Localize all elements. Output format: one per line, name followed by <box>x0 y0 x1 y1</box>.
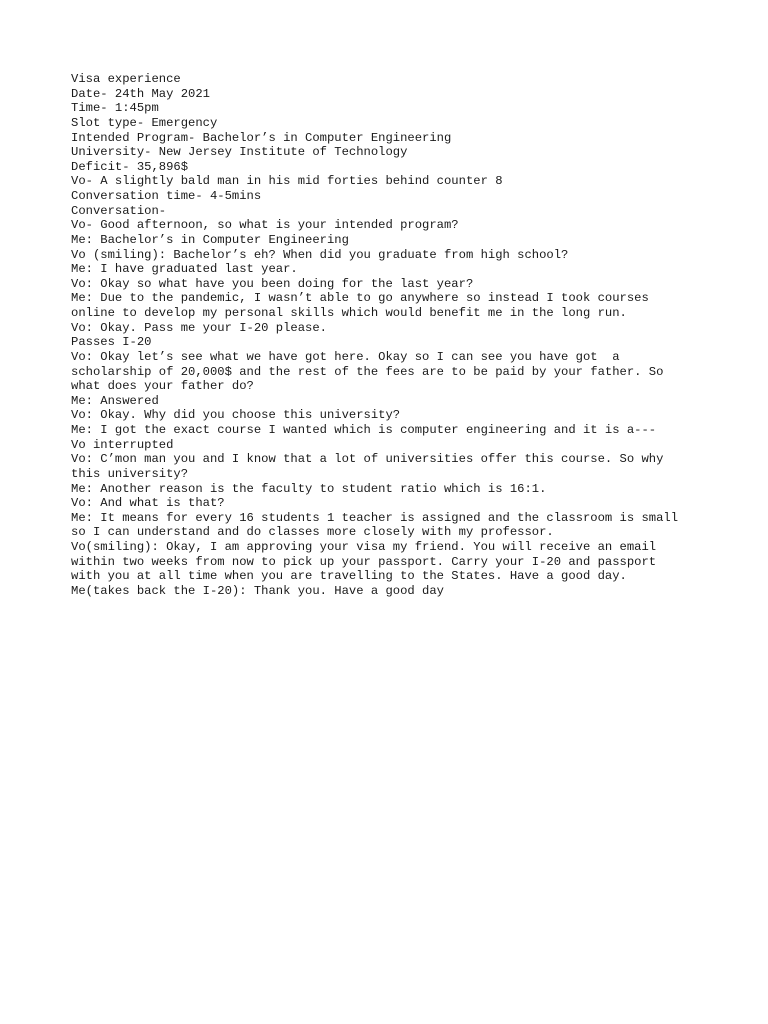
dialogue-line: Me(takes back the I-20): Thank you. Have a good day <box>71 583 444 598</box>
dialogue-line: Me: Another reason is the faculty to student ratio which is 16:1. <box>71 481 547 496</box>
dialogue-line: Vo: Okay so what have you been doing for the last year? <box>71 276 474 291</box>
dialogue-line: Vo: Okay. Pass me your I-20 please. <box>71 320 327 335</box>
dialogue-line: Me: Bachelor’s in Computer Engineering <box>71 232 349 247</box>
doc-time: Time- 1:45pm <box>71 101 159 116</box>
dialogue-line: Vo: Okay. Why did you choose this university? <box>71 408 401 423</box>
dialogue-line: this university? <box>71 466 189 481</box>
dialogue-line: Me: It means for every 16 students 1 teacher is assigned and the classroom is small <box>71 510 679 525</box>
dialogue-line: Vo interrupted <box>71 437 174 452</box>
doc-conversation-time: Conversation time- 4-5mins <box>71 189 262 203</box>
dialogue-line: Vo(smiling): Okay, I am approving your visa my friend. You will receive an email <box>71 540 657 554</box>
dialogue-line: Me: Due to the pandemic, I wasn’t able to go anywhere so instead I took courses <box>71 291 649 306</box>
dialogue-line: Vo (smiling): Bachelor’s eh? When did you graduate from high school? <box>71 247 569 262</box>
doc-title: Visa experience <box>71 72 181 86</box>
doc-intended-program: Intended Program- Bachelor’s in Computer Engineering <box>71 130 452 145</box>
dialogue-line: Me: I got the exact course I wanted which is computer engineering and it is a--- <box>71 423 657 437</box>
doc-deficit: Deficit- 35,896$ <box>71 159 189 174</box>
dialogue-line: Vo: And what is that? <box>71 496 225 511</box>
doc-slot-type: Slot type- Emergency <box>71 115 218 130</box>
doc-conversation-heading: Conversation- <box>71 203 167 218</box>
doc-officer-description: Vo- A slightly bald man in his mid forties behind counter 8 <box>71 174 503 189</box>
dialogue-line: scholarship of 20,000$ and the rest of the fees are to be paid by your father. So <box>71 364 664 379</box>
dialogue-line: so I can understand and do classes more closely with my professor. <box>71 525 554 540</box>
doc-university: University- New Jersey Institute of Technology <box>71 145 408 160</box>
dialogue-line: Me: Answered <box>71 393 159 408</box>
dialogue-line: Vo: C’mon man you and I know that a lot of universities offer this course. So why <box>71 452 664 467</box>
dialogue-line: Me: I have graduated last year. <box>71 262 298 277</box>
dialogue-line: Vo: Okay let’s see what we have got here. Okay so I can see you have got a <box>71 349 620 364</box>
dialogue-line: what does your father do? <box>71 379 254 394</box>
dialogue-line: with you at all time when you are travelling to the States. Have a good day. <box>71 569 627 584</box>
dialogue-line: Passes I-20 <box>71 335 152 350</box>
dialogue-line: online to develop my personal skills which would benefit me in the long run. <box>71 306 627 320</box>
doc-date: Date- 24th May 2021 <box>71 86 210 101</box>
dialogue-line: Vo- Good afternoon, so what is your intended program? <box>71 218 459 233</box>
document-body <box>71 72 731 599</box>
dialogue-line: within two weeks from now to pick up your passport. Carry your I-20 and passport <box>71 554 657 569</box>
